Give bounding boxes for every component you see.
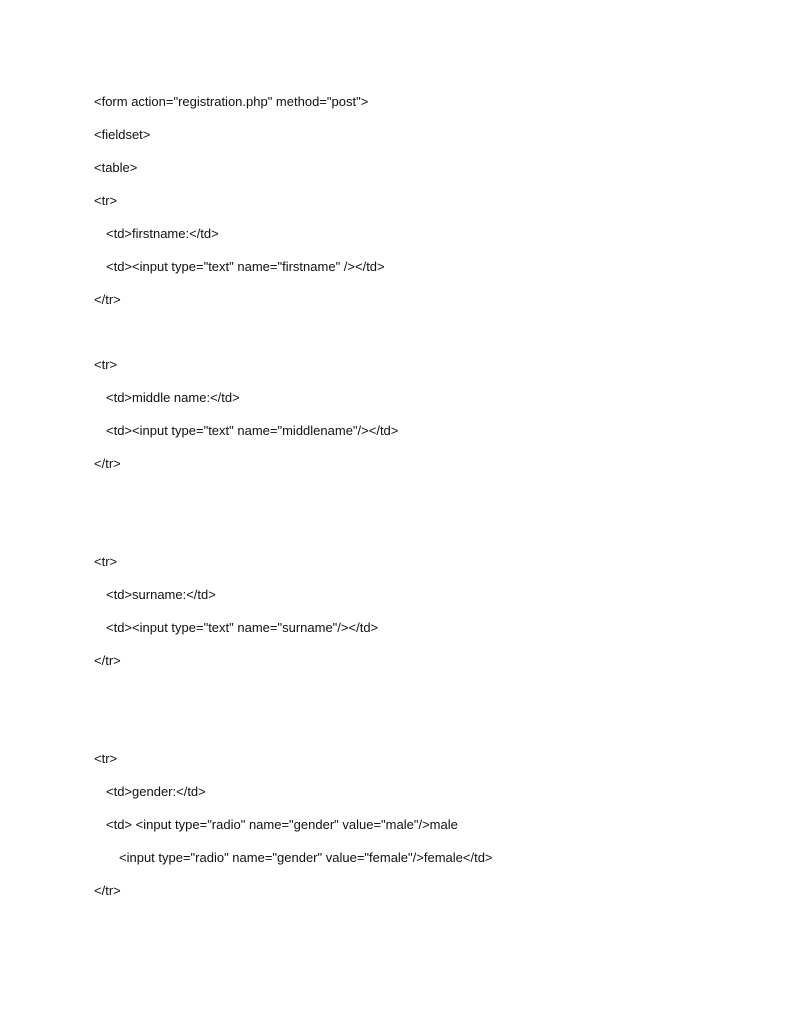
code-line-tr-close-firstname: </tr> [94, 292, 121, 307]
code-line-form-open: <form action="registration.php" method="post"> [94, 94, 369, 109]
code-line-tr-close-surname: </tr> [94, 653, 121, 668]
code-line-tr-open-gender: <tr> [94, 751, 118, 766]
code-line-td-middlename-label: <td>middle name:</td> [106, 390, 240, 405]
code-line-td-middlename-input: <td><input type="text" name="middlename"/></td> [106, 423, 399, 438]
code-line-gender-female: <input type="radio" name="gender" value="female"/>female</td> [119, 850, 493, 865]
code-line-td-gender-label: <td>gender:</td> [106, 784, 206, 799]
code-line-tr-close-middlename: </tr> [94, 456, 121, 471]
code-line-fieldset-open: <fieldset> [94, 127, 151, 142]
code-line-table-open: <table> [94, 160, 138, 175]
code-line-td-surname-input: <td><input type="text" name="surname"/></td> [106, 620, 379, 635]
code-line-tr-open-middlename: <tr> [94, 357, 118, 372]
code-line-td-surname-label: <td>surname:</td> [106, 587, 216, 602]
code-line-td-firstname-label: <td>firstname:</td> [106, 226, 219, 241]
code-line-tr-open-firstname: <tr> [94, 193, 118, 208]
code-line-td-firstname-input: <td><input type="text" name="firstname" /></td> [106, 259, 385, 274]
code-line-tr-close-gender: </tr> [94, 883, 121, 898]
code-line-td-gender-male: <td> <input type="radio" name="gender" value="male"/>male [106, 817, 458, 832]
code-line-tr-open-surname: <tr> [94, 554, 118, 569]
